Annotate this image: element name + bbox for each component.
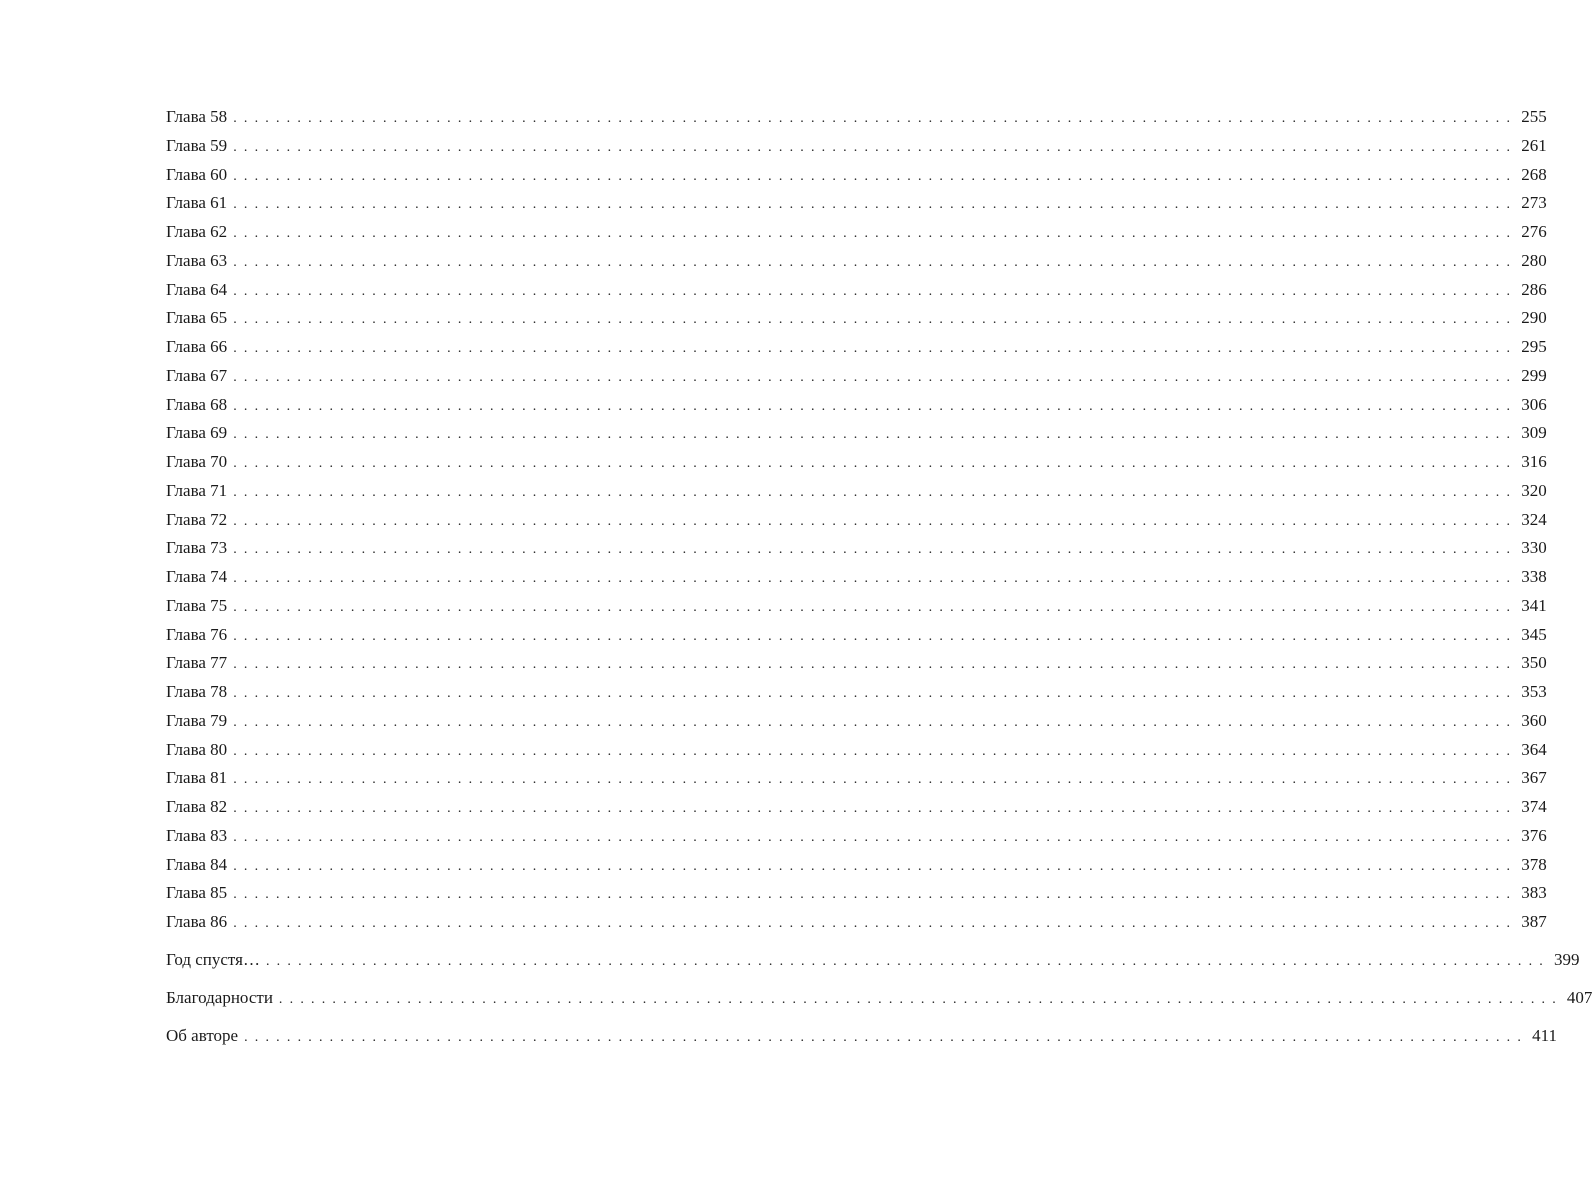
toc-entry-title: Глава 58 <box>166 107 228 126</box>
toc-entry <box>166 764 1547 793</box>
toc-entry-title: Глава 80 <box>166 739 228 759</box>
toc-entry-title: Глава 61 <box>166 193 228 213</box>
toc-entry-page-number: 280 <box>1521 250 1547 270</box>
toc-entry-page-number: 360 <box>1521 710 1547 730</box>
back-matter-list <box>166 946 1592 1051</box>
dot-leader: ........................................................................................................................ <box>233 111 1518 126</box>
dot-leader: ........................................................................................................................ <box>233 686 1518 701</box>
toc-entry-page-number: 399 <box>1553 949 1580 969</box>
toc-entry-page-number: 387 <box>1521 912 1547 931</box>
toc-entry-title: Глава 79 <box>166 710 228 730</box>
toc-entry <box>166 851 1547 880</box>
toc-entry-page-number: 309 <box>1521 423 1547 443</box>
dot-leader: ........................................................................................................................ <box>233 168 1518 184</box>
toc-entry-title: Глава 59 <box>166 135 228 155</box>
toc-entry-title: Глава 83 <box>166 825 228 845</box>
toc-entry-page-number: 290 <box>1521 308 1547 328</box>
dot-leader: ........................................................................................................................ <box>233 858 1518 874</box>
table-of-contents <box>166 103 1592 1051</box>
toc-entry-page-number: 255 <box>1521 107 1547 126</box>
toc-entry <box>166 218 1547 247</box>
toc-entry-page-number: 407 <box>1566 988 1592 1007</box>
toc-entry <box>166 707 1547 736</box>
toc-entry-title: Глава 70 <box>166 452 228 471</box>
toc-entry <box>166 391 1547 420</box>
toc-entry-title: Глава 64 <box>166 279 228 299</box>
toc-entry-title: Об авторе <box>166 1026 239 1046</box>
dot-leader: ........................................................................................................................ <box>233 628 1518 644</box>
dot-leader: ........................................................................................................................ <box>233 743 1518 759</box>
toc-entry-page-number: 367 <box>1521 768 1547 788</box>
toc-entry-title: Глава 68 <box>166 394 228 414</box>
toc-entry-title: Благодарности <box>166 988 273 1007</box>
toc-entry <box>166 534 1547 563</box>
toc-entry-page-number: 286 <box>1521 279 1547 299</box>
toc-entry <box>166 247 1547 276</box>
toc-entry-page-number: 378 <box>1521 854 1547 874</box>
dot-leader: ........................................................................................................................ <box>233 139 1518 155</box>
toc-entry <box>166 506 1547 535</box>
toc-entry-page-number: 353 <box>1521 682 1547 701</box>
toc-entry-page-number: 295 <box>1521 337 1547 356</box>
toc-entry-title: Глава 62 <box>166 222 228 241</box>
dot-leader: ........................................................................................................................ <box>233 427 1518 443</box>
toc-entry-title: Глава 74 <box>166 567 228 586</box>
dot-leader: ........................................................................................................................ <box>233 484 1518 500</box>
toc-entry <box>166 984 1592 1013</box>
toc-entry-title: Глава 82 <box>166 797 228 816</box>
toc-entry <box>166 333 1547 362</box>
dot-leader: ........................................................................................................................ <box>233 226 1518 241</box>
toc-entry-title: Глава 63 <box>166 250 228 270</box>
dot-leader: ........................................................................................................................ <box>233 887 1518 903</box>
toc-entry <box>166 649 1547 678</box>
toc-entry-title: Глава 76 <box>166 624 228 644</box>
toc-entry-page-number: 316 <box>1521 452 1547 471</box>
dot-leader: ........................................................................................................................ <box>233 312 1518 328</box>
toc-entry-title: Глава 66 <box>166 337 228 356</box>
toc-entry-page-number: 376 <box>1521 825 1547 845</box>
dot-leader: ........................................................................................................................ <box>233 197 1518 213</box>
dot-leader: ........................................................................................................................ <box>244 1030 1529 1046</box>
toc-entry-title: Глава 65 <box>166 308 228 328</box>
dot-leader: ........................................................................................................................ <box>233 398 1518 414</box>
toc-entry-page-number: 338 <box>1521 567 1547 586</box>
toc-entry <box>166 908 1547 937</box>
toc-entry-page-number: 350 <box>1521 653 1547 673</box>
toc-entry <box>166 448 1547 477</box>
toc-entry-page-number: 411 <box>1532 1026 1557 1046</box>
toc-entry <box>166 304 1547 333</box>
dot-leader: ........................................................................................................................ <box>233 916 1518 931</box>
toc-entry-title: Глава 73 <box>166 538 228 558</box>
toc-entry-page-number: 341 <box>1521 595 1547 615</box>
dot-leader: ........................................................................................................................ <box>233 341 1518 356</box>
toc-entry-page-number: 374 <box>1521 797 1547 816</box>
toc-entry <box>166 678 1547 707</box>
toc-entry-title: Глава 86 <box>166 912 228 931</box>
toc-entry-title: Глава 81 <box>166 768 228 788</box>
toc-entry-page-number: 276 <box>1521 222 1547 241</box>
toc-entry-page-number: 261 <box>1521 135 1547 155</box>
dot-leader: ........................................................................................................................ <box>265 953 1550 969</box>
toc-entry-title: Глава 85 <box>166 883 228 903</box>
dot-leader: ........................................................................................................................ <box>233 657 1518 673</box>
toc-entry <box>166 592 1547 621</box>
toc-entry <box>166 621 1547 650</box>
toc-entry-page-number: 345 <box>1521 624 1547 644</box>
dot-leader: ........................................................................................................................ <box>233 772 1518 788</box>
toc-entry <box>166 189 1547 218</box>
dot-leader: ........................................................................................................................ <box>233 714 1518 730</box>
toc-entry-page-number: 330 <box>1521 538 1547 558</box>
toc-entry <box>166 822 1547 851</box>
toc-entry-title: Глава 72 <box>166 509 228 529</box>
dot-leader: ........................................................................................................................ <box>233 599 1518 615</box>
toc-entry <box>166 419 1547 448</box>
toc-entry-page-number: 273 <box>1521 193 1547 213</box>
toc-entry <box>166 793 1547 822</box>
toc-entry <box>166 736 1547 765</box>
toc-entry-page-number: 324 <box>1521 509 1547 529</box>
dot-leader: ........................................................................................................................ <box>233 801 1518 816</box>
toc-entry-title: Глава 71 <box>166 480 228 500</box>
toc-entry-title: Глава 78 <box>166 682 228 701</box>
toc-entry <box>166 1022 1557 1051</box>
toc-entry-page-number: 306 <box>1521 394 1547 414</box>
toc-entry-page-number: 268 <box>1521 164 1547 184</box>
toc-entry-title: Глава 77 <box>166 653 228 673</box>
toc-entry-title: Глава 67 <box>166 365 228 385</box>
toc-entry-title: Глава 60 <box>166 164 228 184</box>
toc-entry <box>166 103 1547 132</box>
toc-entry-title: Глава 84 <box>166 854 228 874</box>
toc-entry <box>166 362 1547 391</box>
toc-entry <box>166 879 1547 908</box>
dot-leader: ........................................................................................................................ <box>233 571 1518 586</box>
toc-entry-page-number: 383 <box>1521 883 1547 903</box>
toc-entry <box>166 477 1547 506</box>
dot-leader: ........................................................................................................................ <box>233 254 1518 270</box>
toc-entry-page-number: 299 <box>1521 365 1547 385</box>
toc-entry-page-number: 364 <box>1521 739 1547 759</box>
chapter-list <box>166 103 1547 937</box>
dot-leader: ........................................................................................................................ <box>278 992 1563 1007</box>
toc-entry <box>166 276 1547 305</box>
toc-entry <box>166 161 1547 190</box>
toc-entry <box>166 563 1547 592</box>
toc-entry <box>166 132 1547 161</box>
toc-entry-title: Год спустя… <box>166 949 260 969</box>
dot-leader: ........................................................................................................................ <box>233 456 1518 471</box>
dot-leader: ........................................................................................................................ <box>233 513 1518 529</box>
toc-entry-title: Глава 75 <box>166 595 228 615</box>
dot-leader: ........................................................................................................................ <box>233 829 1518 845</box>
dot-leader: ........................................................................................................................ <box>233 369 1518 385</box>
dot-leader: ........................................................................................................................ <box>233 283 1518 299</box>
toc-entry-title: Глава 69 <box>166 423 228 443</box>
toc-entry-page-number: 320 <box>1521 480 1547 500</box>
dot-leader: ........................................................................................................................ <box>233 542 1518 558</box>
toc-entry <box>166 946 1580 975</box>
